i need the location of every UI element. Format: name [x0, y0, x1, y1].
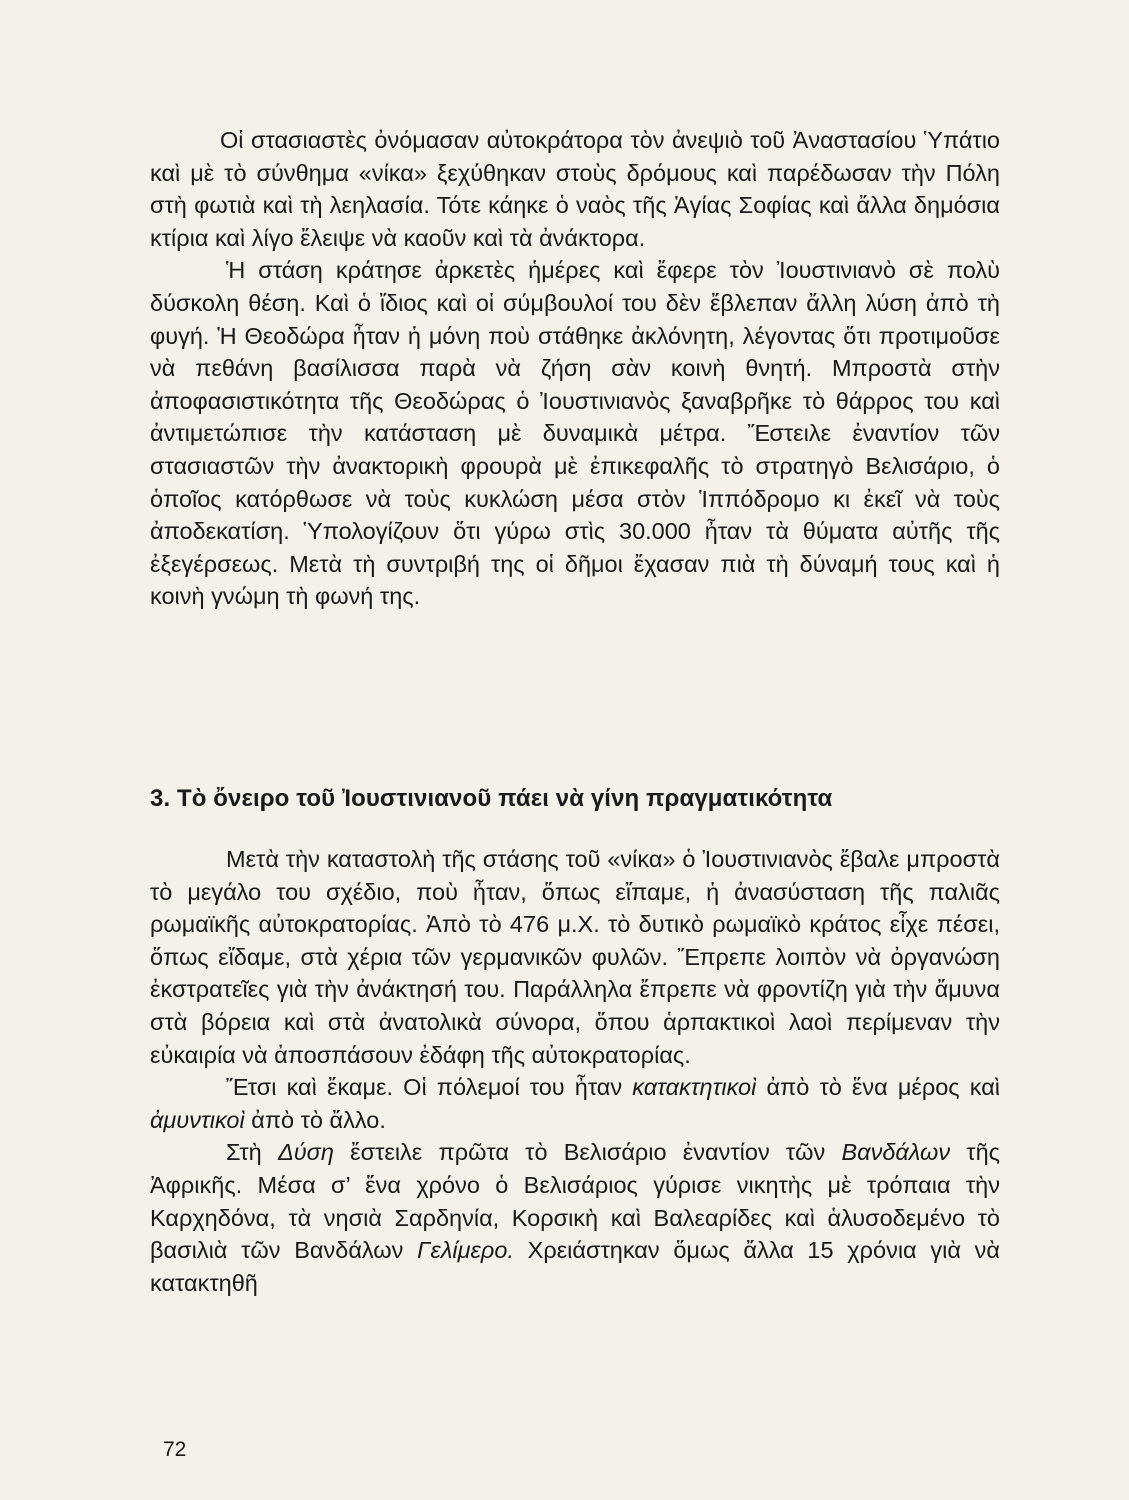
paragraph-4: [150, 1071, 1000, 1136]
paragraph-4-italic-conquering: κατακτητικοὶ: [632, 1074, 757, 1101]
paragraph-5: [150, 1136, 1000, 1299]
paragraph-4-part-a: Ἔτσι καὶ ἔκαμε. Οἱ πόλεμοί του ἦταν: [226, 1074, 633, 1101]
paragraph-4-italic-defensive: ἀμυντικοὶ: [150, 1106, 245, 1133]
section-2-text: [150, 843, 1000, 1299]
paragraph-5-part-g: Χρειάστηκαν ὅμως ἄλλα 15 χρόνια γιὰ νὰ κατακτηθῆ: [150, 1237, 1000, 1296]
page-number: 72: [163, 1438, 187, 1461]
paragraph-4-part-e: ἀπὸ τὸ ἄλλο.: [244, 1106, 386, 1133]
paragraph-5-part-c: ἔστειλε πρῶτα τὸ Βελισάριο ἐναντίον τῶν: [333, 1139, 842, 1166]
paragraph-2: Ἡ στάση κράτησε ἀρκετὲς ἡμέρες καὶ ἔφερε τὸν Ἰουστινιανὸ σὲ πολὺ δύσκολη θέση. Καὶ ὁ ἴδιος καὶ οἱ σύμβουλοί του δὲν ἔβλεπαν ἄλλη λύση ἀπὸ τὴ φυγή. Ἡ Θεοδώρα ἦταν ἡ μόνη ποὺ στάθηκε ἀκλόνητη, λέγοντας ὅτι προτιμοῦσε νὰ πεθάνη βασίλισσα παρὰ νὰ ζήση σὰν κοινὴ θνητή. Μπροστὰ στὴν ἀποφασιστικότητα τῆς Θεοδώρας ὁ Ἰουστινιανὸς ξαναβρῆκε τὸ θάρρος του καὶ ἀντιμετώπισε τὴν κατάσταση μὲ δυναμικὰ μέτρα. Ἔστειλε ἐναντίον τῶν στασιαστῶν τὴν ἀνακτορικὴ φρουρὰ μὲ ἐπικεφαλῆς τὸ στρατηγὸ Βελισάριο, ὁ ὁποῖος κατόρθωσε νὰ τοὺς κυκλώση μέσα στὸν Ἱππόδρομο κι ἐκεῖ νὰ τοὺς ἀποδεκατίση. Ὑπολογίζουν ὅτι γύρω στὶς 30.000 ἦταν τὰ θύματα αὐτῆς τῆς ἐξεγέρσεως. Μετὰ τὴ συντριβή της οἱ δῆμοι ἔχασαν πιὰ τὴ δύναμή τους καὶ ἡ κοινὴ γνώμη τὴ φωνή της.: [150, 257, 1000, 610]
paragraph-3: Μετὰ τὴν καταστολὴ τῆς στάσης τοῦ «νίκα» ὁ Ἰουστινιανὸς ἔβαλε μπροστὰ τὸ μεγάλο του σχέδιο, ποὺ ἦταν, ὅπως εἴπαμε, ἡ ἀνασύσταση τῆς παλιᾶς ρωμαϊκῆς αὐτοκρατορίας. Ἀπὸ τὸ 476 μ.Χ. τὸ δυτικὸ ρωμαϊκὸ κράτος εἶχε πέσει, ὅπως εἴδαμε, στὰ χέρια τῶν γερμανικῶν φυλῶν. Ἔπρεπε λοιπὸν νὰ ὀργανώση ἐκστρατεῖες γιὰ τὴν ἀνάκτησή του. Παράλληλα ἔπρεπε νὰ φροντίζη γιὰ τὴν ἄμυνα στὰ βόρεια καὶ στὰ ἀνατολικὰ σύνορα, ὅπου ἁρπακτικοὶ λαοὶ περίμεναν τὴν εὐκαιρία νὰ ἀποσπάσουν ἐδάφη τῆς αὐτοκρατορίας.: [150, 846, 1000, 1068]
section-heading: 3. Τὸ ὄνειρο τοῦ Ἰουστινιανοῦ πάει νὰ γίνη πραγματικότητα: [150, 785, 833, 812]
paragraph-4-part-c: ἀπὸ τὸ ἕνα μέρος καὶ: [756, 1074, 1001, 1101]
paragraph-5-italic-gelimer: Γελίμερο.: [417, 1237, 514, 1264]
paragraph-5-part-e: τῆς Ἀφρικῆς. Μέσα σ’ ἕνα χρόνο ὁ Βελισάριος γύρισε νικητὴς μὲ τρόπαια τὴν Καρχηδόνα, τὰ νησιὰ Σαρδηνία, Κορσικὴ καὶ Βαλεαρίδες καὶ ἁλυσοδεμένο τὸ βασιλιὰ τῶν Βανδάλων: [150, 1139, 1000, 1264]
paragraph-5-part-a: Στὴ: [226, 1139, 278, 1166]
paragraph-1: Οἱ στασιαστὲς ὀνόμασαν αὐτοκράτορα τὸν ἀνεψιὸ τοῦ Ἀναστασίου Ὑπάτιο καὶ μὲ τὸ σύνθημα «νίκα» ξεχύθηκαν στοὺς δρόμους καὶ παρέδωσαν τὴν Πόλη στὴ φωτιὰ καὶ τὴ λεηλασία. Τότε κάηκε ὁ ναὸς τῆς Ἁγίας Σοφίας καὶ ἄλλα δημόσια κτίρια καὶ λίγο ἔλειψε νὰ καοῦν καὶ τὰ ἀνάκτορα.: [150, 127, 1000, 251]
paragraph-5-italic-west: Δύση: [277, 1139, 334, 1166]
section-1-text: [150, 124, 1000, 613]
paragraph-5-italic-vandals: Βανδάλων: [841, 1139, 951, 1166]
